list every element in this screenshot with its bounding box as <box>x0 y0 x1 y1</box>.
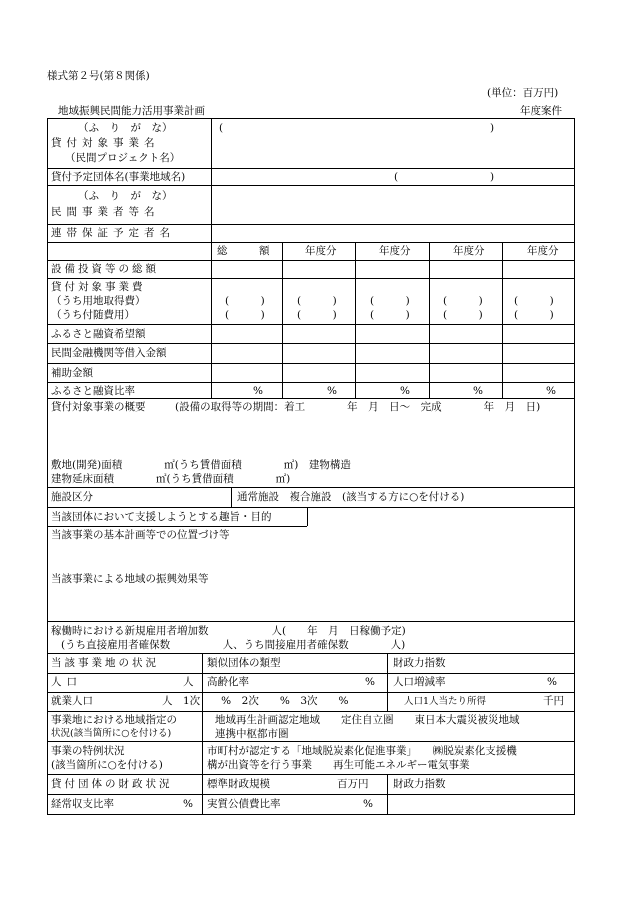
furusato-loan-label: ふるさと融資希望額 <box>51 328 146 340</box>
population-label: 人口 <box>51 676 82 688</box>
land-cost-y3: ( ) <box>443 295 483 307</box>
effect-label: 当該事業による地域の振興効果等 <box>51 573 209 585</box>
land-cost-label: （うち用地取得費） <box>51 295 146 307</box>
ratio-y4-percent: % <box>546 385 556 397</box>
income-unit: 千円 <box>543 695 564 707</box>
facility-label: 施設区分 <box>51 491 93 503</box>
land-cost-y2: ( ) <box>370 295 410 307</box>
employment-line2: (うち直接雇用者確保数 人、うち間接雇用者確保数 人) <box>61 639 406 651</box>
form-number: 様式第２号(第８関係) <box>47 70 150 82</box>
special-label-2: (該当箇所に○を付ける) <box>51 759 163 771</box>
std-scale-label: 標準財政規模 <box>207 778 270 790</box>
similar-type-label: 類似団体の類型 <box>207 657 281 669</box>
designation-label-1: 事業地における地域指定の <box>51 714 177 726</box>
case-label: 年度案件 <box>520 105 562 117</box>
incidental-cost-y4: ( ) <box>514 309 554 321</box>
year-header-1: 年度分 <box>305 245 337 257</box>
application-form <box>47 118 575 815</box>
ordinary-ratio-label: 経常収支比率 <box>51 798 114 810</box>
overview-label: 貸付対象事業の概要 <box>51 401 146 413</box>
land-cost-y4: ( ) <box>514 295 554 307</box>
std-scale-unit: 百万円 <box>337 778 369 790</box>
land-cost-total: ( ) <box>225 295 265 307</box>
ratio-y2-percent: % <box>400 385 410 397</box>
support-purpose-label: 当該団体において支援しようとする趣旨・目的 <box>51 511 272 523</box>
region-paren-open: ( <box>394 171 399 183</box>
furusato-ratio-label: ふるさと融資比率 <box>51 385 135 397</box>
floor-area-line: 建物延床面積 ㎡(うち賃借面積 ㎡) <box>51 473 291 485</box>
unit-label: (単位：百万円) <box>487 87 559 99</box>
special-label-1: 事業の特例状況 <box>51 745 125 757</box>
finance-fiscal-index-label: 財政力指数 <box>393 778 446 790</box>
real-debt-ratio-percent: % <box>363 798 373 810</box>
income-label: 人口1人当たり所得 <box>404 696 487 707</box>
year-header-2: 年度分 <box>379 245 411 257</box>
loan-project-name-label: 貸付対象事業名 <box>51 137 160 149</box>
furigana-paren-open: ( <box>219 122 224 134</box>
lender-group-label: 貸付予定団体名(事業地域名) <box>51 171 186 183</box>
designation-line1: 地域再生計画認定地域 定住自立圏 東日本大震災被災地域 <box>215 714 520 726</box>
land-cost-y1: ( ) <box>297 295 337 307</box>
ratio-y1-percent: % <box>327 385 337 397</box>
special-line2: 構が出資等を行う事業 再生可能エネルギー電気事業 <box>207 759 470 771</box>
private-bank-loan-label: 民間金融機関等借入金額 <box>51 347 167 359</box>
employment-line1: 稼働時における新規雇用者増加数 人( 年 月 日稼働予定) <box>51 625 406 637</box>
facility-options: 通常施設 複合施設 (該当する方に○を付ける) <box>237 491 465 503</box>
incidental-cost-total: ( ) <box>225 309 265 321</box>
pop-change-label: 人口増減率 <box>393 676 446 688</box>
guarantor-label: 連帯保証予定者名 <box>51 227 175 239</box>
ratio-y3-percent: % <box>473 385 483 397</box>
site-area-line: 敷地(開発)面積 ㎡(うち賃借面積 ㎡) 建物構造 <box>51 459 351 471</box>
designation-line2: 連携中枢都市圏 <box>215 728 289 740</box>
loan-cost-label: 貸付対象事業費 <box>51 281 146 293</box>
capex-total-label: 設備投資等の総額 <box>51 263 159 275</box>
ordinary-ratio-percent: % <box>183 798 193 810</box>
employed-label: 就業人口 <box>51 695 93 707</box>
loan-project-sub-label: （民間プロジェクト名） <box>65 152 181 164</box>
region-status-label: 当該事業地の状況 <box>51 657 159 669</box>
region-paren-close: ) <box>490 171 495 183</box>
region-fiscal-index-label: 財政力指数 <box>393 657 446 669</box>
incidental-cost-y3: ( ) <box>443 309 483 321</box>
year-header-4: 年度分 <box>527 245 559 257</box>
special-line1: 市町村が認定する「地域脱炭素化促進事業」 ㈱脱炭素化支援機 <box>207 745 517 757</box>
employed-values: 人 1次 % 2次 % 3次 % <box>162 695 349 707</box>
finance-status-label: 貸付団体の財政状況 <box>51 778 173 790</box>
incidental-cost-y2: ( ) <box>370 309 410 321</box>
incidental-cost-y1: ( ) <box>297 309 337 321</box>
furigana-paren-close: ) <box>490 122 495 134</box>
positioning-label: 当該事業の基本計画等での位置づけ等 <box>51 529 230 541</box>
loan-project-furigana: （ふ り が な） <box>78 122 173 134</box>
private-furigana: （ふ り が な） <box>78 190 173 202</box>
ratio-total-percent: % <box>253 385 263 397</box>
aging-rate-percent: % <box>365 676 375 688</box>
designation-label-2: 状況(該当箇所に○を付ける) <box>51 728 172 739</box>
real-debt-ratio-label: 実質公債費比率 <box>207 798 281 810</box>
plan-title: 地域振興民間能力活用事業計画 <box>58 105 205 117</box>
incidental-cost-label: （うち付随費用） <box>51 309 135 321</box>
overview-period: (設備の取得等の期間：着工 年 月 日～ 完成 年 月 日) <box>175 401 541 413</box>
aging-rate-label: 高齢化率 <box>207 676 249 688</box>
pop-change-percent: % <box>547 676 557 688</box>
private-operator-label: 民間事業者等名 <box>51 206 160 218</box>
total-header: 総 額 <box>217 245 270 257</box>
year-header-3: 年度分 <box>453 245 485 257</box>
subsidy-label: 補助金額 <box>51 367 93 379</box>
population-unit: 人 <box>183 676 194 688</box>
